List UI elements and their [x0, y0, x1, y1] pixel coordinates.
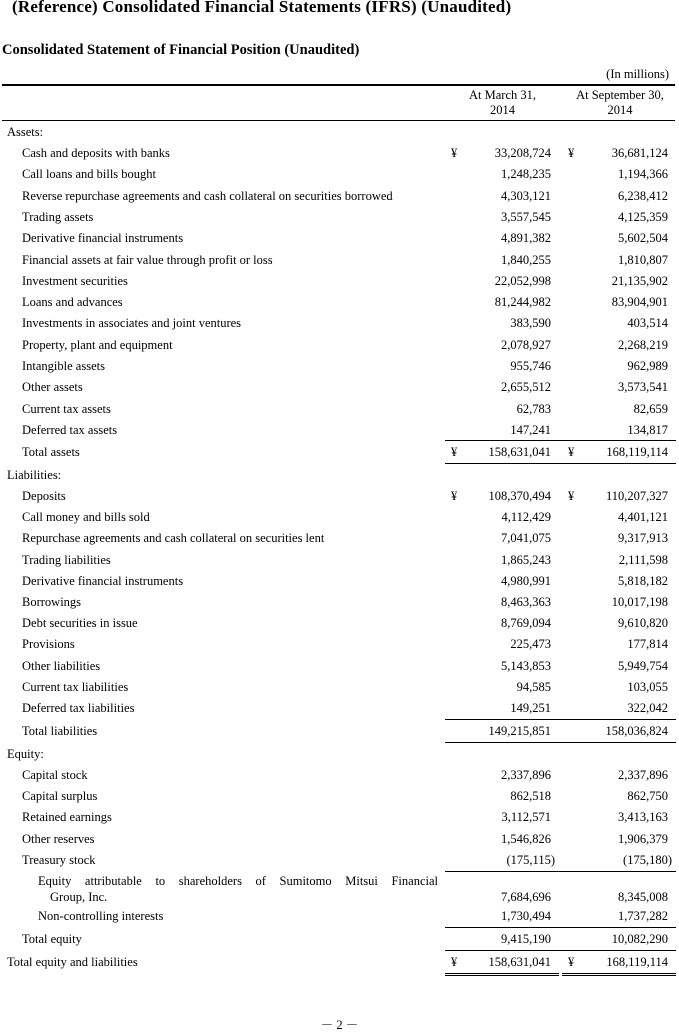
yen-sign: ¥ — [451, 146, 458, 160]
section-heading-assets — [0, 124, 679, 140]
row-label: Derivative financial instruments — [22, 574, 184, 588]
yen-sign: ¥ — [568, 146, 575, 160]
row-label: Borrowings — [22, 595, 82, 609]
statement-title: Consolidated Statement of Financial Position (Unaudited) — [2, 42, 360, 58]
value-march-2014: 383,590 — [510, 316, 551, 330]
document-title: (Reference) Consolidated Financial Statements (IFRS) (Unaudited) — [12, 0, 512, 16]
value-september-2014: 36,681,124 — [611, 146, 668, 160]
subtotal-rule — [445, 719, 676, 720]
table-row — [0, 358, 679, 374]
row-label: Retained earnings — [22, 810, 112, 824]
value-march-2014: 147,241 — [510, 423, 551, 437]
value-september-2014: 168,119,114 — [606, 445, 668, 459]
row-label: Non-controlling interests — [38, 909, 164, 923]
table-row — [0, 145, 679, 161]
label-line-1: Equity attributable to shareholders of Sumitomo Mitsui Financial — [38, 874, 438, 888]
value-september-2014: 9,610,820 — [618, 616, 668, 630]
row-label: Equity: — [7, 747, 44, 761]
value-march-2014: 955,746 — [510, 359, 551, 373]
row-label: Debt securities in issue — [22, 616, 138, 630]
value-september-2014: 403,514 — [627, 316, 668, 330]
value-march-2014: 1,546,826 — [501, 832, 551, 846]
value-september-2014: 82,659 — [633, 402, 668, 416]
subtotal-rule — [445, 871, 676, 872]
total-rule — [445, 950, 676, 951]
row-label: Assets: — [7, 125, 44, 139]
value-september-2014: 168,119,114 — [606, 955, 668, 969]
value-march-2014: 8,769,094 — [501, 616, 551, 630]
row-label: Trading assets — [22, 210, 94, 224]
row-label: Capital surplus — [22, 789, 98, 803]
row-label: Total assets — [22, 445, 80, 459]
double-rule — [445, 975, 559, 976]
section-heading-equity — [0, 746, 679, 762]
table-row — [0, 401, 679, 417]
table-row — [0, 852, 679, 868]
table-row — [0, 315, 679, 331]
value-september-2014: 8,345,008 — [618, 890, 668, 904]
total-assets-row — [0, 444, 679, 460]
value-september-2014: 5,949,754 — [618, 659, 668, 673]
table-row — [0, 294, 679, 310]
value-march-2014: 149,251 — [510, 701, 551, 715]
value-march-2014: 7,041,075 — [501, 531, 551, 545]
row-label: Property, plant and equipment — [22, 338, 173, 352]
value-september-2014: 110,207,327 — [605, 489, 668, 503]
double-rule — [445, 973, 559, 974]
value-september-2014: 103,055 — [627, 680, 668, 694]
value-september-2014: 158,036,824 — [605, 724, 668, 738]
value-march-2014: 9,415,190 — [501, 932, 551, 946]
row-label: Other reserves — [22, 832, 95, 846]
row-label: Other liabilities — [22, 659, 101, 673]
table-row — [0, 252, 679, 268]
value-september-2014: 3,573,541 — [618, 380, 668, 394]
value-march-2014: 33,208,724 — [494, 146, 551, 160]
value-september-2014: 962,989 — [627, 359, 668, 373]
table-row — [0, 337, 679, 353]
table-row — [0, 422, 679, 438]
yen-sign: ¥ — [451, 489, 458, 503]
value-march-2014: 22,052,998 — [494, 274, 551, 288]
value-march-2014: 4,891,382 — [501, 231, 551, 245]
value-september-2014: 10,017,198 — [611, 595, 668, 609]
yen-sign: ¥ — [451, 955, 458, 969]
value-september-2014: 1,906,379 — [618, 832, 668, 846]
value-september-2014: 1,194,366 — [618, 167, 668, 181]
value-september-2014: 4,125,359 — [618, 210, 668, 224]
row-label: Treasury stock — [22, 853, 96, 867]
value-march-2014: 158,631,041 — [488, 445, 551, 459]
value-march-2014: 81,244,982 — [494, 295, 551, 309]
table-row — [0, 809, 679, 825]
row-label: Intangible assets — [22, 359, 105, 373]
total-equity-and-liabilities-row — [0, 954, 679, 970]
row-label: Total equity and liabilities — [7, 955, 138, 969]
column-header-march-2014: At March 31, 2014 — [469, 88, 536, 117]
yen-sign: ¥ — [568, 489, 575, 503]
table-row — [0, 658, 679, 674]
value-september-2014: (175,180) — [623, 853, 672, 867]
value-march-2014: 4,303,121 — [501, 189, 551, 203]
value-march-2014: 4,980,991 — [501, 574, 551, 588]
value-march-2014: 94,585 — [516, 680, 551, 694]
row-label: Deferred tax liabilities — [22, 701, 135, 715]
value-march-2014: 862,518 — [510, 789, 551, 803]
table-row — [0, 679, 679, 695]
value-march-2014: 3,557,545 — [501, 210, 551, 224]
row-label: Repurchase agreements and cash collateral on securities lent — [22, 531, 325, 545]
row-label: Investments in associates and joint ventures — [22, 316, 242, 330]
table-row — [0, 552, 679, 568]
row-label: Capital stock — [22, 768, 88, 782]
row-label: Total liabilities — [22, 724, 98, 738]
table-row — [0, 530, 679, 546]
table-row — [0, 636, 679, 652]
double-rule — [562, 975, 676, 976]
value-september-2014: 5,602,504 — [618, 231, 668, 245]
row-label: Reverse repurchase agreements and cash collateral on securities borrowed — [22, 189, 393, 203]
value-september-2014: 5,818,182 — [618, 574, 668, 588]
value-september-2014: 2,111,598 — [618, 553, 668, 567]
table-row — [0, 273, 679, 289]
table-row — [0, 615, 679, 631]
row-label: Cash and deposits with banks — [22, 146, 170, 160]
row-label: Current tax assets — [22, 402, 111, 416]
value-march-2014: 108,370,494 — [488, 489, 551, 503]
label-line-2: Group, Inc. — [50, 890, 108, 904]
value-march-2014: 1,730,494 — [501, 909, 551, 923]
row-label: Deposits — [22, 489, 66, 503]
yen-sign: ¥ — [568, 955, 575, 969]
value-march-2014: 2,655,512 — [501, 380, 551, 394]
table-row — [0, 188, 679, 204]
value-september-2014: 9,317,913 — [618, 531, 668, 545]
value-march-2014: 4,112,429 — [501, 510, 551, 524]
value-september-2014: 2,337,896 — [618, 768, 668, 782]
table-row — [0, 166, 679, 182]
row-label: Trading liabilities — [22, 553, 111, 567]
value-march-2014: 62,783 — [516, 402, 551, 416]
value-march-2014: 3,112,571 — [501, 810, 551, 824]
row-label: Current tax liabilities — [22, 680, 129, 694]
subtotal-rule — [445, 927, 676, 928]
table-row — [0, 379, 679, 395]
table-row — [0, 788, 679, 804]
value-march-2014: 225,473 — [510, 637, 551, 651]
value-september-2014: 3,413,163 — [618, 810, 668, 824]
value-september-2014: 21,135,902 — [611, 274, 668, 288]
yen-sign: ¥ — [568, 445, 575, 459]
value-september-2014: 177,814 — [627, 637, 668, 651]
table-row — [0, 831, 679, 847]
value-march-2014: 7,684,696 — [501, 890, 551, 904]
row-label: Loans and advances — [22, 295, 123, 309]
value-march-2014: 1,248,235 — [501, 167, 551, 181]
total-liabilities-row — [0, 723, 679, 739]
value-march-2014: 5,143,853 — [501, 659, 551, 673]
double-rule — [562, 973, 676, 974]
row-label: Derivative financial instruments — [22, 231, 184, 245]
row-label: Total equity — [22, 932, 82, 946]
value-september-2014: 1,810,807 — [618, 253, 668, 267]
yen-sign: ¥ — [451, 445, 458, 459]
value-march-2014: 1,840,255 — [501, 253, 551, 267]
value-september-2014: 83,904,901 — [611, 295, 668, 309]
table-row — [0, 488, 679, 504]
table-row — [0, 767, 679, 783]
value-september-2014: 6,238,412 — [618, 189, 668, 203]
table-row — [0, 209, 679, 225]
table-row — [0, 230, 679, 246]
table-row — [0, 700, 679, 716]
table-row — [0, 573, 679, 589]
value-march-2014: 2,078,927 — [501, 338, 551, 352]
row-label: Liabilities: — [7, 468, 62, 482]
equity-attributable-row — [0, 889, 679, 905]
total-rule — [445, 463, 676, 464]
row-label: Call loans and bills bought — [22, 167, 157, 181]
row-label: Other assets — [22, 380, 83, 394]
row-label: Deferred tax assets — [22, 423, 118, 437]
value-march-2014: 2,337,896 — [501, 768, 551, 782]
column-header-september-2014: At September 30, 2014 — [576, 88, 664, 117]
section-heading-liabilities — [0, 467, 679, 483]
value-september-2014: 1,737,282 — [618, 909, 668, 923]
value-september-2014: 134,817 — [627, 423, 668, 437]
page-number: － 2 － — [320, 1018, 359, 1032]
row-label: Provisions — [22, 637, 75, 651]
row-label: Financial assets at fair value through profit or loss — [22, 253, 273, 267]
value-march-2014: 8,463,363 — [501, 595, 551, 609]
value-september-2014: 322,042 — [627, 701, 668, 715]
value-march-2014: 149,215,851 — [488, 724, 551, 738]
value-march-2014: 158,631,041 — [488, 955, 551, 969]
row-label: Call money and bills sold — [22, 510, 150, 524]
units-note: (In millions) — [606, 67, 669, 81]
value-march-2014: (175,115) — [506, 853, 555, 867]
value-september-2014: 10,082,290 — [611, 932, 668, 946]
table-row — [0, 594, 679, 610]
table-row — [0, 509, 679, 525]
row-label: Investment securities — [22, 274, 128, 288]
subtotal-rule — [445, 440, 676, 441]
value-march-2014: 1,865,243 — [501, 553, 551, 567]
total-rule — [445, 742, 676, 743]
non-controlling-row — [0, 908, 679, 924]
value-september-2014: 862,750 — [627, 789, 668, 803]
value-september-2014: 2,268,219 — [618, 338, 668, 352]
value-september-2014: 4,401,121 — [618, 510, 668, 524]
total-equity-row — [0, 931, 679, 947]
